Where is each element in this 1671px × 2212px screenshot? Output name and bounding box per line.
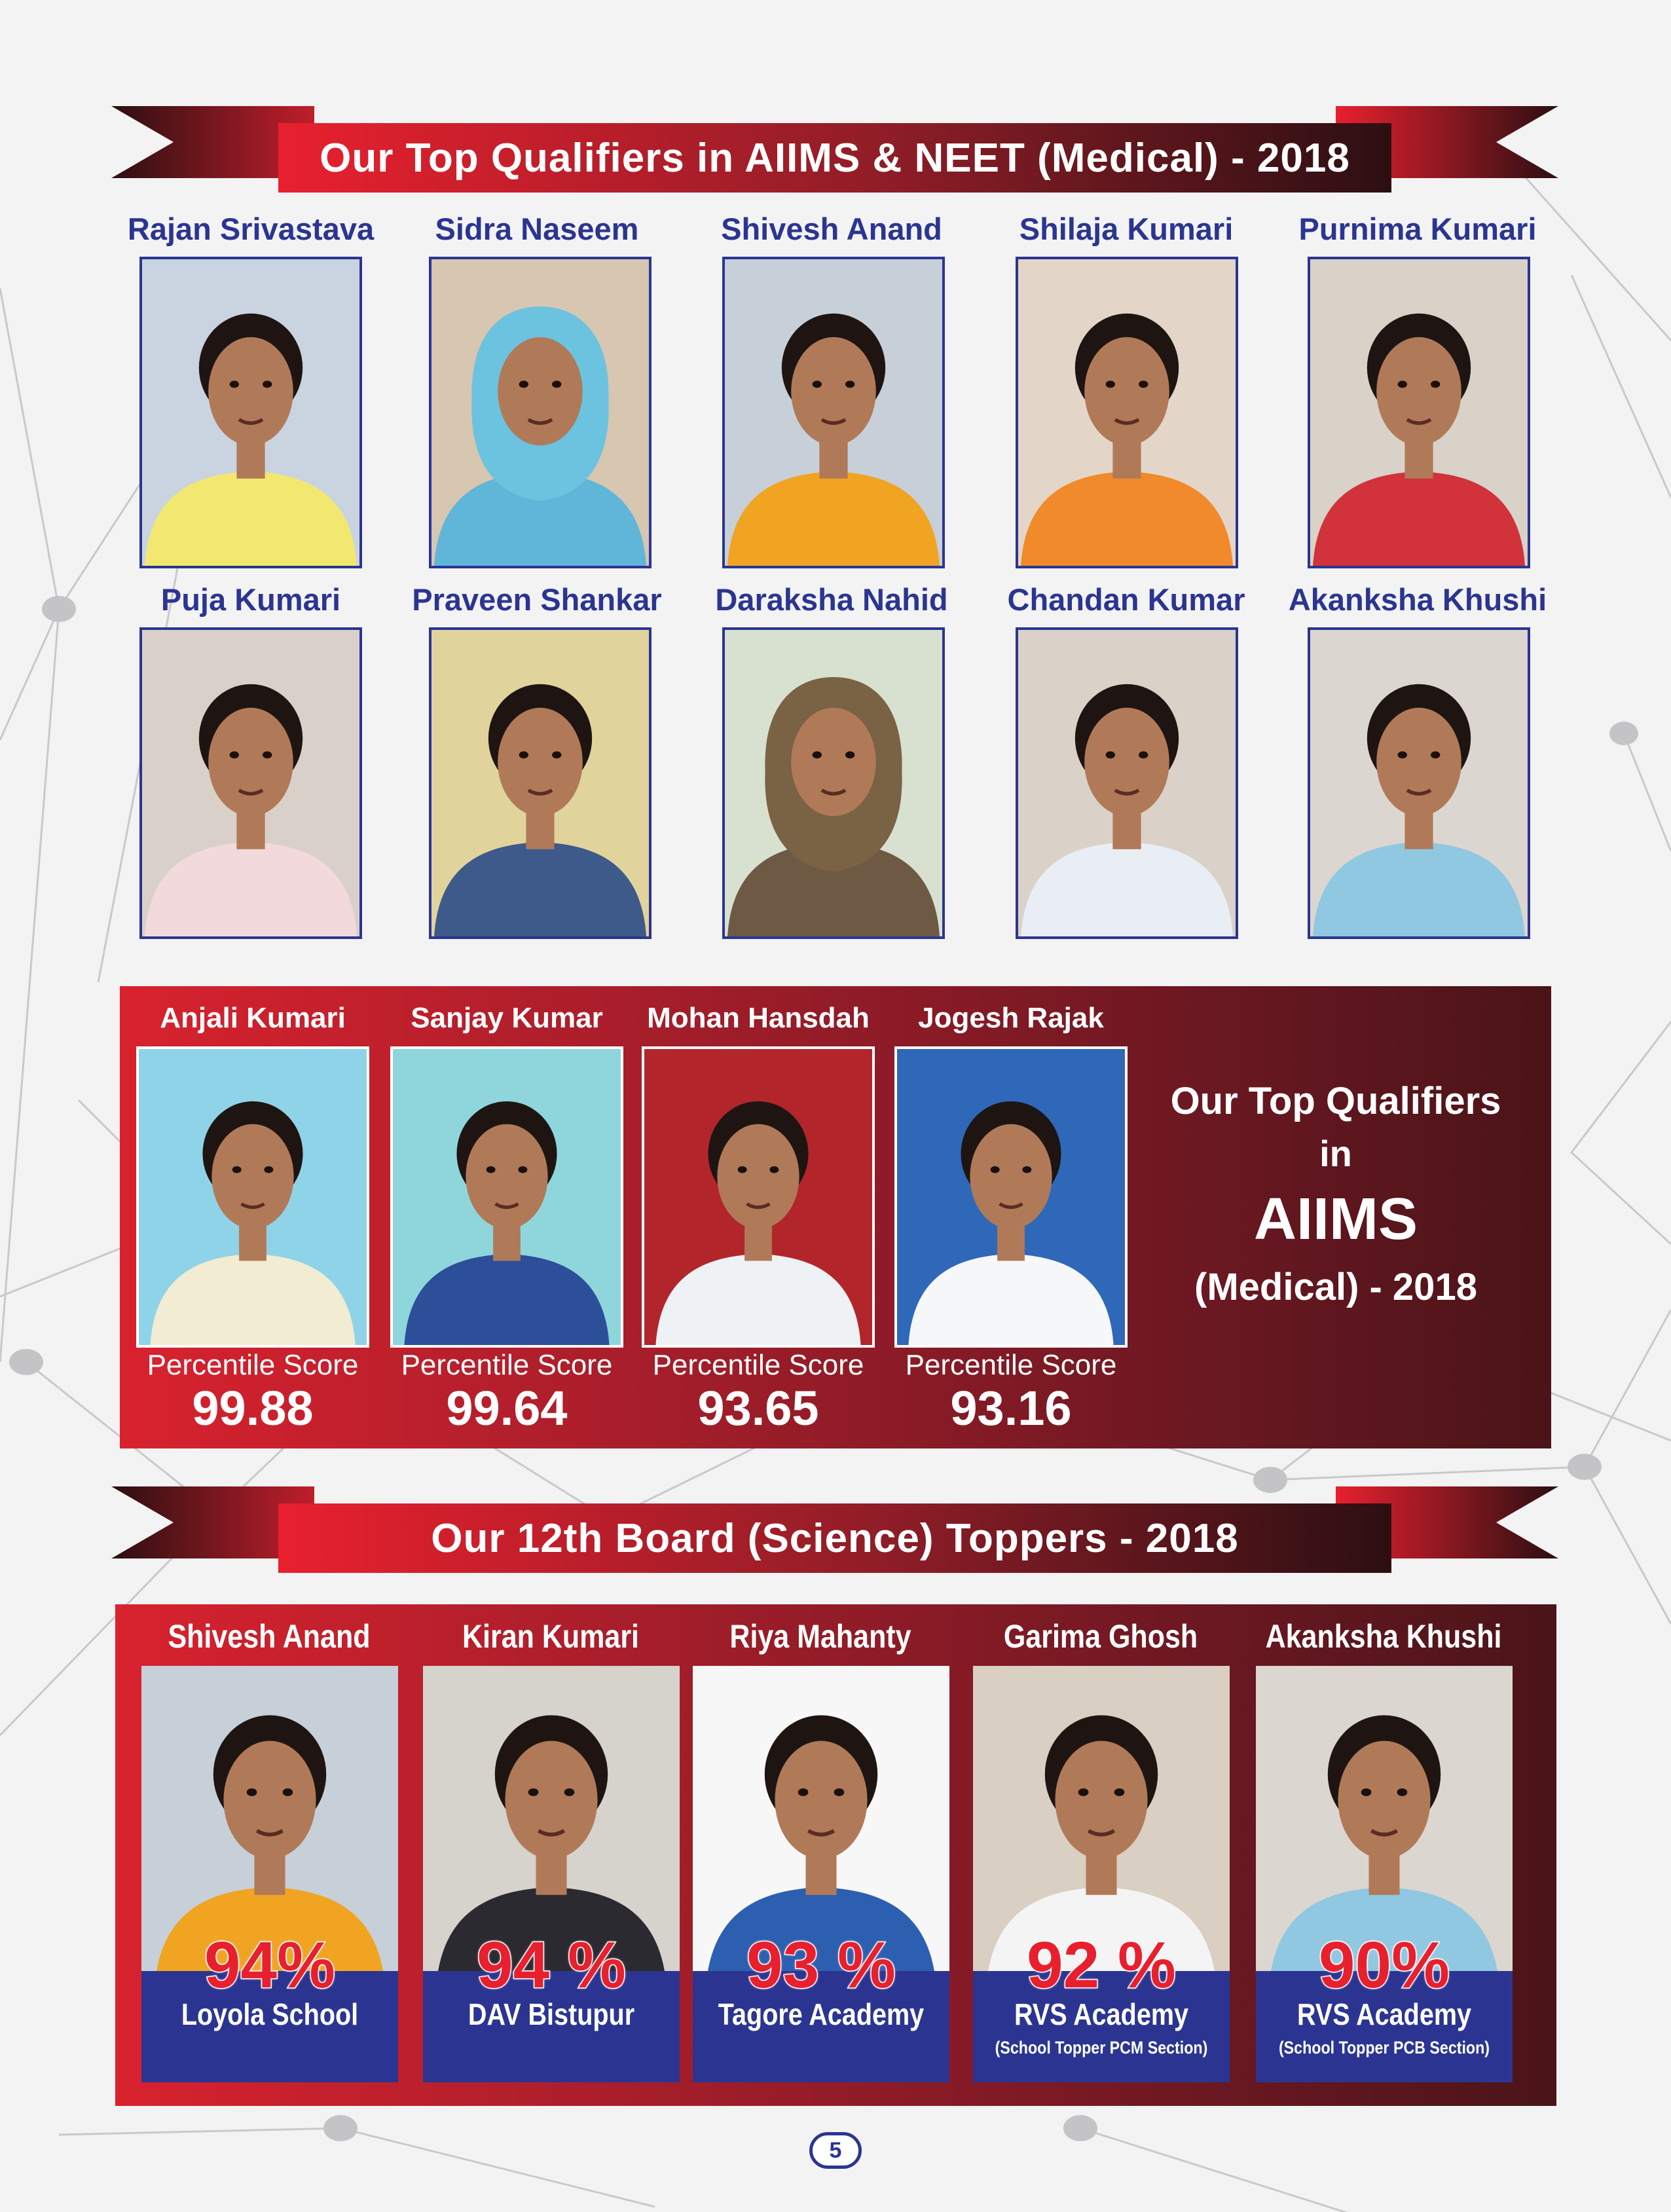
topper-percentage: 93 % <box>746 1928 896 2002</box>
percentile-label: Percentile Score <box>401 1349 613 1381</box>
aiims-heading <box>1126 1074 1545 1315</box>
student-name: Sanjay Kumar <box>411 1002 603 1034</box>
percentile-score: 99.88 <box>192 1381 314 1435</box>
school-name: RVS Academy <box>1014 1997 1189 2031</box>
school-name: Loyola School <box>181 1997 359 2031</box>
percentile-score: 99.64 <box>446 1381 568 1435</box>
section3-banner <box>0 1486 1671 1591</box>
student-photo <box>429 627 652 939</box>
topper-card <box>141 1666 398 2082</box>
topper-percentage: 92 % <box>1027 1928 1176 2002</box>
student-photo <box>429 257 652 568</box>
student-photo <box>722 627 945 939</box>
student-name: Praveen Shankar <box>412 582 662 617</box>
school-name: DAV Bistupur <box>468 1997 635 2031</box>
student-name: Daraksha Nahid <box>715 582 948 617</box>
topper-percentage: 90% <box>1318 1928 1450 2002</box>
aiims-heading-line4: (Medical) - 2018 <box>1194 1266 1477 1308</box>
student-name: Sidra Naseem <box>435 212 639 246</box>
section1-title: Our Top Qualifiers in AIIMS & NEET (Medical) - 2018 <box>320 135 1350 181</box>
student-name: Akanksha Khushi <box>1288 582 1547 617</box>
aiims-heading-line2: in <box>1319 1133 1352 1174</box>
student-name: Puja Kumari <box>160 582 341 617</box>
percentile-score: 93.65 <box>697 1381 819 1435</box>
student-photo <box>136 1046 369 1348</box>
student-name: Rajan Srivastava <box>127 212 375 246</box>
student-photo <box>722 257 945 568</box>
topper-card <box>423 1666 680 2082</box>
student-name: Jogesh Rajak <box>918 1002 1104 1034</box>
student-photo <box>894 1046 1128 1348</box>
percentile-label: Percentile Score <box>905 1349 1117 1381</box>
topper-name: Shivesh Anand <box>168 1618 371 1655</box>
topper-card <box>1256 1666 1513 2082</box>
student-photo <box>1308 257 1530 568</box>
topper-percentage: 94 % <box>477 1928 626 2002</box>
school-note: (School Topper PCB Section) <box>1278 2038 1490 2057</box>
aiims-heading-line3: AIIMS <box>1253 1187 1418 1252</box>
student-photo <box>1016 627 1238 939</box>
topper-name: Kiran Kumari <box>462 1618 640 1655</box>
page-number: 5 <box>809 2132 862 2169</box>
school-name: Tagore Academy <box>718 1997 925 2031</box>
section1-banner <box>0 106 1671 211</box>
school-name: RVS Academy <box>1296 1997 1472 2031</box>
topper-name: Riya Mahanty <box>729 1618 911 1655</box>
topper-card <box>693 1666 949 2082</box>
student-photo <box>1308 627 1530 939</box>
percentile-label: Percentile Score <box>147 1349 359 1381</box>
student-photo <box>139 627 362 939</box>
student-photo <box>1016 257 1238 568</box>
student-name: Shivesh Anand <box>721 212 942 246</box>
percentile-score: 93.16 <box>950 1381 1072 1435</box>
topper-card <box>973 1666 1230 2082</box>
school-note: (School Topper PCM Section) <box>995 2038 1208 2057</box>
student-name: Anjali Kumari <box>160 1002 346 1034</box>
topper-name: Garima Ghosh <box>1003 1618 1198 1655</box>
student-photo <box>642 1046 875 1348</box>
topper-name: Akanksha Khushi <box>1265 1618 1502 1655</box>
student-name: Shilaja Kumari <box>1019 212 1234 246</box>
aiims-heading-line1: Our Top Qualifiers <box>1170 1080 1501 1122</box>
student-name: Mohan Hansdah <box>647 1002 870 1034</box>
student-name: Chandan Kumar <box>1007 582 1245 617</box>
student-photo <box>139 257 362 568</box>
student-photo <box>390 1046 623 1348</box>
percentile-label: Percentile Score <box>652 1349 864 1381</box>
topper-percentage: 94% <box>204 1928 336 2002</box>
student-name: Purnima Kumari <box>1298 212 1537 246</box>
section3-title: Our 12th Board (Science) Toppers - 2018 <box>431 1515 1239 1561</box>
